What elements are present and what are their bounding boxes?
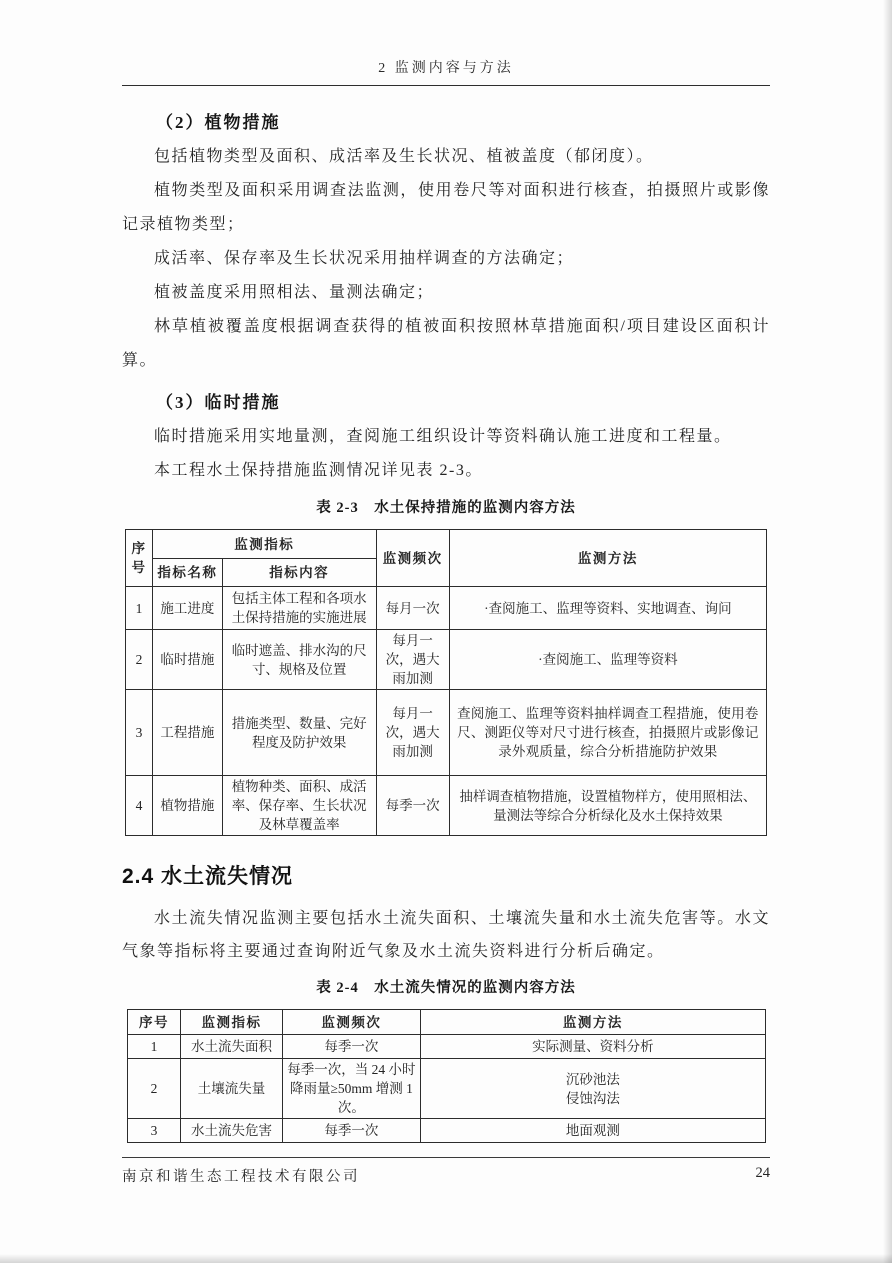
page-header <box>122 57 770 86</box>
paragraph-temporary-1: 临时措施采用实地量测，查阅施工组织设计等资料确认施工进度和工程量。 <box>154 428 732 445</box>
header-cell-indicator-group: 监测指标 <box>152 530 376 559</box>
table-2-4 <box>127 1009 766 1143</box>
footer-page-number: 24 <box>755 1165 770 1181</box>
cell-indicator: 水土流失面积 <box>180 1035 282 1059</box>
table-2-4-caption: 表 2-4 水土流失情况的监测内容方法 <box>316 980 576 996</box>
paragraph-soil-erosion-1: 水土流失情况监测主要包括水土流失面积、土壤流失量和水土流失危害等。水文气象等指标将主要通过查询附近气象及水土流失资料进行分析后确定。 <box>122 910 770 960</box>
cell-frequency: 每月一次 <box>376 587 449 630</box>
table-2-3-caption: 表 2-3 水土保持措施的监测内容方法 <box>316 500 576 516</box>
page-footer <box>122 1157 770 1186</box>
cell-method: 地面观测 <box>420 1119 765 1143</box>
cell-no: 3 <box>128 1119 181 1143</box>
cell-method: ·查阅施工、监理等资料 <box>449 630 766 690</box>
page-edge-shadow-right <box>883 0 892 1263</box>
cell-indicator-name: 工程措施 <box>152 690 222 776</box>
cell-frequency: 每月一次，遇大雨加测 <box>376 690 449 776</box>
header-cell-indicator: 监测指标 <box>180 1010 282 1035</box>
cell-no: 2 <box>126 630 153 690</box>
paragraph-temporary-2: 本工程水土保持措施监测情况详见表 2-3。 <box>154 462 483 479</box>
cell-indicator-content: 措施类型、数量、完好程度及防护效果 <box>222 690 376 776</box>
table-row <box>128 1059 766 1119</box>
method-line: 侵蚀沟法 <box>565 1090 620 1106</box>
cell-indicator-name: 施工进度 <box>152 587 222 630</box>
cell-frequency: 每季一次 <box>283 1119 421 1143</box>
cell-no: 3 <box>126 690 153 776</box>
page-edge-shadow-bottom <box>0 1254 892 1263</box>
header-cell-no: 序号 <box>128 1010 181 1035</box>
footer-company-name: 南京和谐生态工程技术有限公司 <box>122 1169 360 1185</box>
cell-indicator: 土壤流失量 <box>180 1059 282 1119</box>
cell-frequency: 每季一次 <box>376 776 449 836</box>
table-row <box>126 630 767 690</box>
header-cell-frequency: 监测频次 <box>283 1010 421 1035</box>
cell-indicator: 水土流失危害 <box>180 1119 282 1143</box>
cell-no: 1 <box>126 587 153 630</box>
cell-no: 2 <box>128 1059 181 1119</box>
cell-indicator-content: 临时遮盖、排水沟的尺寸、规格及位置 <box>222 630 376 690</box>
cell-method: 抽样调查植物措施，设置植物样方，使用照相法、量测法等综合分析绿化及水土保持效果 <box>449 776 766 836</box>
table-2-3 <box>125 529 767 836</box>
header-cell-no: 序号 <box>126 530 153 587</box>
cell-frequency: 每月一次，遇大雨加测 <box>376 630 449 690</box>
cell-indicator-name: 临时措施 <box>152 630 222 690</box>
header-cell-indicator-content: 指标内容 <box>222 559 376 587</box>
table-row <box>128 1119 766 1143</box>
header-cell-method: 监测方法 <box>449 530 766 587</box>
table-2-3-header-row-1 <box>126 530 767 559</box>
table-row <box>126 587 767 630</box>
heading-plant-measures: （2）植物措施 <box>156 113 281 132</box>
paragraph-plant-2: 植物类型及面积采用调查法监测，使用卷尺等对面积进行核查，拍摄照片或影像记录植物类型； <box>122 182 770 233</box>
paragraph-plant-1: 包括植物类型及面积、成活率及生长状况、植被盖度（郁闭度）。 <box>154 148 654 165</box>
header-cell-indicator-name: 指标名称 <box>152 559 222 587</box>
table-2-4-header-row <box>128 1010 766 1035</box>
page-content <box>122 106 770 1143</box>
cell-indicator-name: 植物措施 <box>152 776 222 836</box>
paragraph-plant-5: 林草植被覆盖度根据调查获得的植被面积按照林草措施面积/项目建设区面积计算。 <box>122 318 770 369</box>
cell-method: 实际测量、资料分析 <box>420 1035 765 1059</box>
cell-no: 1 <box>128 1035 181 1059</box>
table-row <box>126 776 767 836</box>
table-row <box>126 690 767 776</box>
cell-frequency: 每季一次，当 24 小时降雨量≥50mm 增测 1 次。 <box>283 1059 421 1119</box>
method-line: 沉砂池法 <box>565 1071 620 1087</box>
heading-temporary-measures: （3）临时措施 <box>156 393 281 412</box>
running-title: 2 监测内容与方法 <box>378 61 514 76</box>
header-cell-frequency: 监测频次 <box>376 530 449 587</box>
cell-indicator-content: 包括主体工程和各项水土保持措施的实施进展 <box>222 587 376 630</box>
header-cell-method: 监测方法 <box>420 1010 765 1035</box>
table-row <box>128 1035 766 1059</box>
cell-indicator-content: 植物种类、面积、成活率、保存率、生长状况及林草覆盖率 <box>222 776 376 836</box>
heading-soil-erosion: 2.4 水土流失情况 <box>122 865 294 888</box>
paragraph-plant-4: 植被盖度采用照相法、量测法确定； <box>154 284 435 301</box>
cell-frequency: 每季一次 <box>283 1035 421 1059</box>
cell-method: 查阅施工、监理等资料抽样调查工程措施，使用卷尺、测距仪等对尺寸进行核查，拍摄照片或影像记录外观质量，综合分析措施防护效果 <box>449 690 766 776</box>
cell-no: 4 <box>126 776 153 836</box>
cell-method: ·查阅施工、监理等资料、实地调查、询问 <box>449 587 766 630</box>
paragraph-plant-3: 成活率、保存率及生长状况采用抽样调查的方法确定； <box>154 250 575 267</box>
cell-method <box>420 1059 765 1119</box>
